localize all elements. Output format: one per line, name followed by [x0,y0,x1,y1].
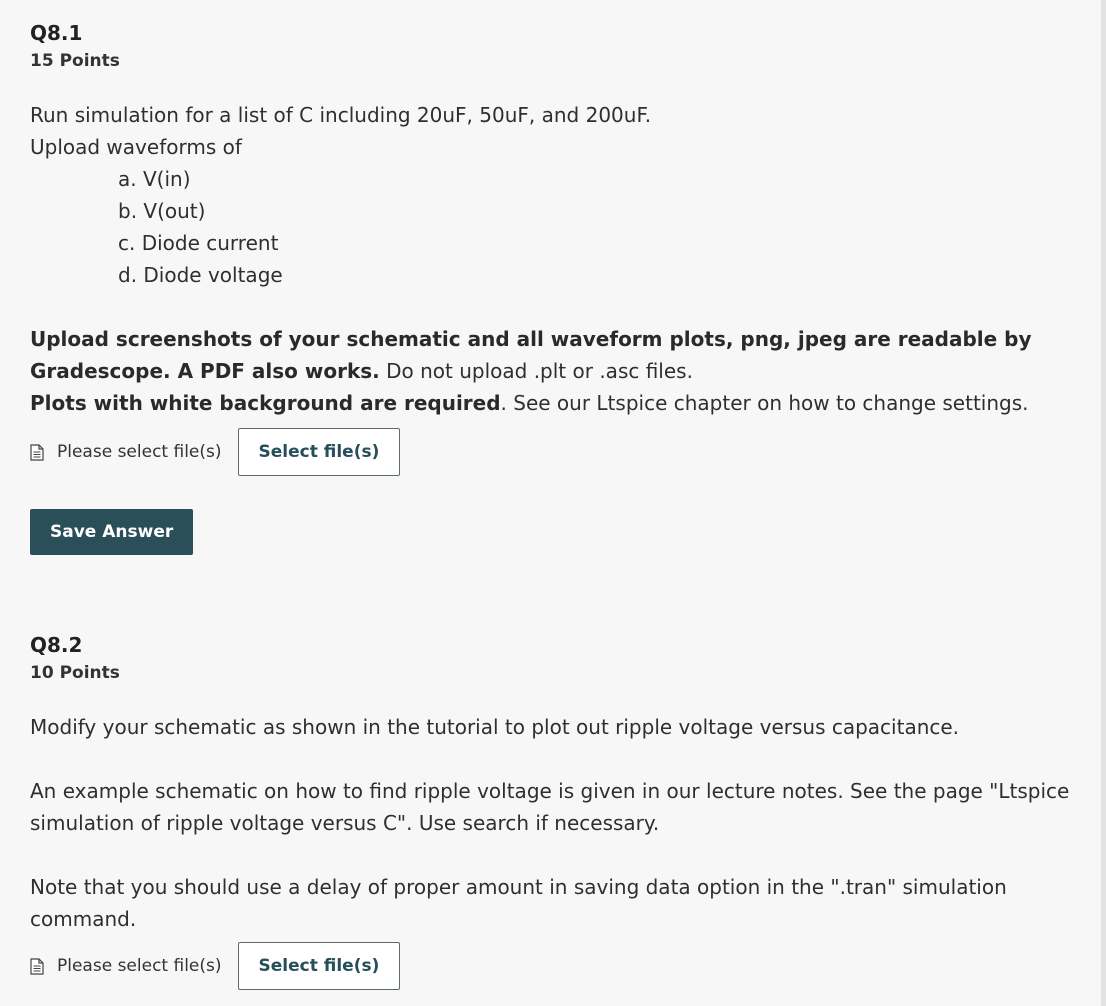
save-row [30,509,1070,555]
normal-text: . See our Ltspice chapter on how to change settings. [500,391,1029,415]
file-status-label: Please select file(s) [57,956,222,976]
question-points: 15 Points [30,51,120,71]
save-answer-button[interactable]: Save Answer [30,509,193,555]
question-title: Q8.1 [30,21,83,45]
question-prompt [30,99,1070,419]
file-upload-row [30,942,1070,990]
select-files-button[interactable]: Select file(s) [238,942,401,990]
list-item: a. V(in) [118,167,191,191]
question-q8-2 [30,632,1070,990]
list-item: d. Diode voltage [118,263,283,287]
question-title: Q8.2 [30,633,83,657]
prompt-line: Run simulation for a list of C including 20uF, 50uF, and 200uF. [30,103,652,127]
select-files-button[interactable]: Select file(s) [238,428,401,476]
list-item: c. Diode current [118,231,279,255]
file-status-label: Please select file(s) [57,442,222,462]
list-item: b. V(out) [118,199,206,223]
page-scrollbar[interactable] [1101,0,1106,1006]
prompt-paragraph: An example schematic on how to find ripple voltage is given in our lecture notes. See the page "Ltspice simulation of ripple voltage versus C". Use search if necessary. [30,779,1070,835]
bold-text: Plots with white background are required [30,391,501,415]
question-points: 10 Points [30,663,120,683]
plot-requirement [30,387,1070,419]
document-icon [30,958,44,975]
prompt-paragraph: Modify your schematic as shown in the tutorial to plot out ripple voltage versus capacitance. [30,715,960,739]
upload-instructions [30,323,1070,387]
document-icon [30,444,44,461]
prompt-line: Upload waveforms of [30,135,242,159]
question-prompt [30,711,1070,935]
normal-text: Do not upload .plt or .asc files. [379,359,693,383]
waveform-list [30,163,1070,291]
prompt-paragraph: Note that you should use a delay of proper amount in saving data option in the ".tran" simulation command. [30,875,1007,931]
bold-text: Upload screenshots of your schematic and all waveform plots, png, jpeg are readable by Gradescope. A PDF also works. [30,327,1032,383]
file-upload-row [30,428,1070,476]
question-q8-1 [30,20,1070,555]
